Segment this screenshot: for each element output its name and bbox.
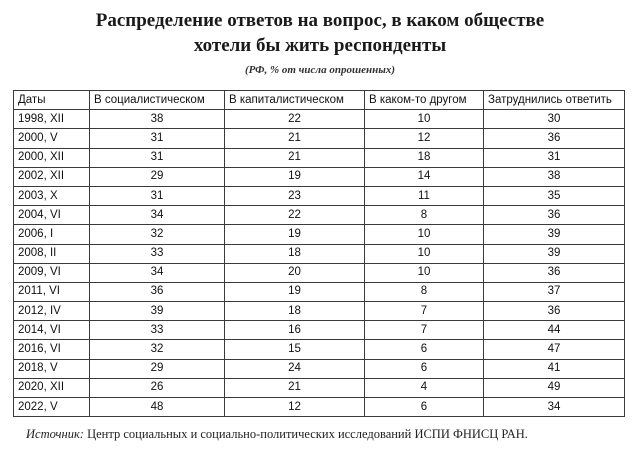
cell-value: 4 xyxy=(365,378,484,397)
cell-value: 22 xyxy=(225,206,365,225)
cell-value: 38 xyxy=(484,167,625,186)
cell-value: 19 xyxy=(225,282,365,301)
cell-value: 21 xyxy=(225,129,365,148)
cell-date: 2000, V xyxy=(14,129,90,148)
cell-value: 29 xyxy=(90,167,225,186)
cell-value: 10 xyxy=(365,263,484,282)
cell-value: 32 xyxy=(90,225,225,244)
cell-date: 2003, X xyxy=(14,186,90,205)
cell-date: 1998, XII xyxy=(14,110,90,129)
cell-value: 35 xyxy=(484,186,625,205)
column-header-undecided: Затруднились ответить xyxy=(484,91,625,110)
cell-value: 21 xyxy=(225,148,365,167)
cell-date: 2004, VI xyxy=(14,206,90,225)
table-row xyxy=(14,398,625,417)
table-row xyxy=(14,282,625,301)
cell-value: 18 xyxy=(365,148,484,167)
cell-value: 39 xyxy=(90,302,225,321)
cell-date: 2000, XII xyxy=(14,148,90,167)
table-row xyxy=(14,206,625,225)
cell-value: 23 xyxy=(225,186,365,205)
cell-value: 10 xyxy=(365,110,484,129)
cell-value: 36 xyxy=(484,129,625,148)
cell-value: 19 xyxy=(225,167,365,186)
page-subtitle: (РФ, % от числа опрошенных) xyxy=(245,64,395,76)
cell-value: 36 xyxy=(484,302,625,321)
cell-date: 2020, XII xyxy=(14,378,90,397)
cell-value: 8 xyxy=(365,282,484,301)
cell-value: 18 xyxy=(225,244,365,263)
cell-value: 36 xyxy=(90,282,225,301)
cell-value: 26 xyxy=(90,378,225,397)
cell-value: 6 xyxy=(365,340,484,359)
cell-value: 39 xyxy=(484,244,625,263)
table-row xyxy=(14,167,625,186)
cell-value: 7 xyxy=(365,321,484,340)
cell-value: 31 xyxy=(90,148,225,167)
cell-value: 20 xyxy=(225,263,365,282)
source-note xyxy=(26,426,626,442)
survey-table xyxy=(13,90,625,417)
cell-value: 31 xyxy=(90,129,225,148)
table-body xyxy=(14,110,625,417)
cell-value: 32 xyxy=(90,340,225,359)
table-row xyxy=(14,186,625,205)
cell-value: 6 xyxy=(365,398,484,417)
cell-value: 18 xyxy=(225,302,365,321)
table-row xyxy=(14,244,625,263)
cell-value: 30 xyxy=(484,110,625,129)
cell-value: 11 xyxy=(365,186,484,205)
table-row xyxy=(14,359,625,378)
cell-value: 12 xyxy=(365,129,484,148)
cell-value: 7 xyxy=(365,302,484,321)
cell-date: 2016, VI xyxy=(14,340,90,359)
cell-date: 2011, VI xyxy=(14,282,90,301)
table-row xyxy=(14,263,625,282)
cell-value: 24 xyxy=(225,359,365,378)
cell-value: 16 xyxy=(225,321,365,340)
cell-value: 33 xyxy=(90,321,225,340)
cell-value: 31 xyxy=(484,148,625,167)
column-header-capitalist: В капиталистическом xyxy=(225,91,365,110)
table-row xyxy=(14,148,625,167)
title-line-2: хотели бы жить респонденты xyxy=(193,35,447,56)
cell-date: 2002, XII xyxy=(14,167,90,186)
cell-date: 2014, VI xyxy=(14,321,90,340)
cell-value: 10 xyxy=(365,225,484,244)
cell-value: 34 xyxy=(484,398,625,417)
cell-date: 2018, V xyxy=(14,359,90,378)
table-header-row xyxy=(14,91,625,110)
cell-date: 2009, VI xyxy=(14,263,90,282)
title-line-1: Распределение ответов на вопрос, в каком обществе xyxy=(95,10,545,31)
cell-value: 12 xyxy=(225,398,365,417)
column-header-dates: Даты xyxy=(14,91,90,110)
table-row xyxy=(14,225,625,244)
cell-value: 47 xyxy=(484,340,625,359)
cell-value: 14 xyxy=(365,167,484,186)
cell-value: 36 xyxy=(484,206,625,225)
cell-value: 49 xyxy=(484,378,625,397)
cell-value: 34 xyxy=(90,206,225,225)
cell-value: 38 xyxy=(90,110,225,129)
source-text: Центр социальных и социально-политических исследований ИСПИ ФНИСЦ РАН. xyxy=(83,427,528,441)
cell-value: 39 xyxy=(484,225,625,244)
cell-value: 21 xyxy=(225,378,365,397)
cell-value: 6 xyxy=(365,359,484,378)
table-row xyxy=(14,340,625,359)
cell-value: 41 xyxy=(484,359,625,378)
table-row xyxy=(14,129,625,148)
cell-value: 15 xyxy=(225,340,365,359)
column-header-socialist: В социалистическом xyxy=(90,91,225,110)
cell-value: 34 xyxy=(90,263,225,282)
cell-value: 10 xyxy=(365,244,484,263)
page-title xyxy=(0,8,640,58)
table-row xyxy=(14,302,625,321)
cell-value: 33 xyxy=(90,244,225,263)
cell-value: 44 xyxy=(484,321,625,340)
cell-date: 2008, II xyxy=(14,244,90,263)
cell-value: 8 xyxy=(365,206,484,225)
cell-value: 22 xyxy=(225,110,365,129)
cell-value: 29 xyxy=(90,359,225,378)
cell-value: 19 xyxy=(225,225,365,244)
cell-value: 48 xyxy=(90,398,225,417)
cell-value: 37 xyxy=(484,282,625,301)
cell-value: 36 xyxy=(484,263,625,282)
cell-date: 2022, V xyxy=(14,398,90,417)
table-row xyxy=(14,378,625,397)
source-label: Источник: xyxy=(26,427,84,441)
table-row xyxy=(14,110,625,129)
table-row xyxy=(14,321,625,340)
cell-value: 31 xyxy=(90,186,225,205)
column-header-other: В каком-то другом xyxy=(365,91,484,110)
cell-date: 2006, I xyxy=(14,225,90,244)
cell-date: 2012, IV xyxy=(14,302,90,321)
